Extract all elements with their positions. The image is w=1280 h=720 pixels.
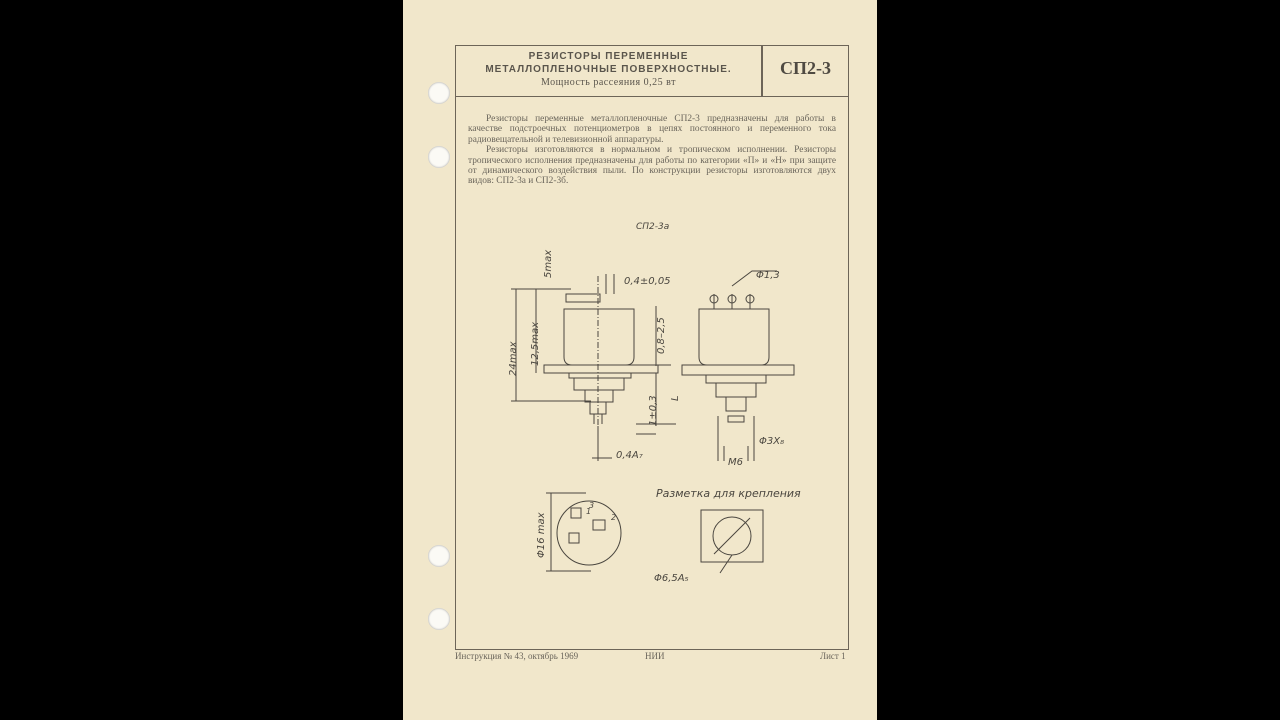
- pin-label: 2: [611, 513, 617, 522]
- title-line-1: РЕЗИСТОРЫ ПЕРЕМЕННЫЕ: [528, 51, 689, 62]
- punch-hole: [428, 545, 450, 567]
- resistor-side-view: [511, 274, 676, 461]
- technical-drawing: [456, 46, 848, 649]
- dim-0-8-2-5: 0,8–2,5: [656, 317, 667, 354]
- footer-sheet: Лист 1: [820, 651, 846, 661]
- dim-0-4: 0,4±0,05: [624, 276, 671, 287]
- resistor-front-view: [682, 271, 794, 461]
- dim-phi-3: Φ3X₈: [759, 436, 785, 447]
- pin-label: 1: [586, 507, 592, 516]
- dim-0-4a: 0,4A₇: [616, 450, 643, 461]
- subtitle: Мощность рассеяния 0,25 вт: [541, 77, 676, 88]
- part-code: СП2-3: [780, 58, 831, 78]
- paragraph: Резисторы переменные металлопленочные СП2-3 предназначены для работы в качестве подстроечных потенциометров в цепях постоянного и переменного тока радиовещательной и телевизионной аппаратуры.: [468, 114, 836, 145]
- sheet-frame: [455, 45, 849, 650]
- dim-phi-1-3: Φ1,3: [756, 270, 780, 281]
- punch-hole: [428, 82, 450, 104]
- dim-5max: 5max: [543, 249, 554, 278]
- punch-hole: [428, 146, 450, 168]
- mounting-label: Разметка для крепления: [656, 487, 801, 500]
- dim-1: 1±0,3: [648, 395, 659, 426]
- footer-instruction: Инструкция № 43, октябрь 1969: [455, 651, 579, 661]
- dim-m6: M6: [728, 457, 743, 468]
- drawing-caption: СП2-3а: [636, 222, 670, 232]
- paragraph: Резисторы изготовляются в нормальном и тропическом исполнении. Резисторы тропического исполнения предназначены для работы по категории «П» и «Н» при защите от динамического воздействия пыли. По конструкции резисторы изготовляются двух видов: СП2-3а и СП2-3б.: [468, 145, 836, 187]
- punch-hole: [428, 608, 450, 630]
- dim-12-5max: 12,5max: [530, 321, 541, 366]
- resistor-top-view: [546, 493, 621, 571]
- title-line-2: МЕТАЛЛОПЛЕНОЧНЫЕ ПОВЕРХНОСТНЫЕ.: [485, 64, 732, 75]
- mounting-template: [701, 510, 763, 573]
- dim-24max: 24max: [508, 341, 519, 376]
- dim-L: L: [670, 395, 681, 401]
- document-page: [403, 0, 877, 720]
- dim-phi-6-5: Φ6,5A₅: [654, 573, 689, 584]
- footer-org: НИИ: [645, 651, 665, 661]
- pin-label: 3: [589, 501, 595, 510]
- dim-phi-16: Φ16 max: [536, 512, 547, 558]
